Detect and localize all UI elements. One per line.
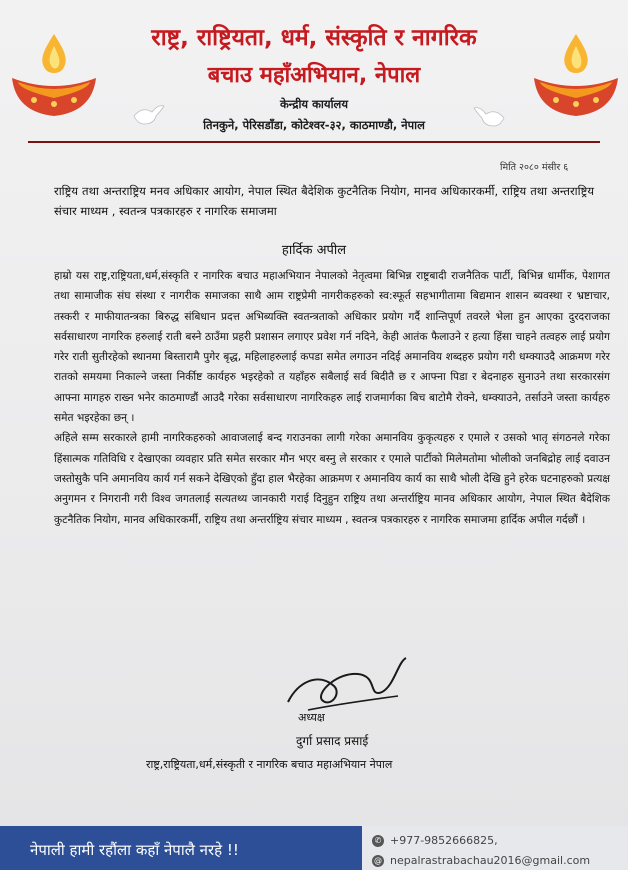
footer-email [372,854,590,867]
office-label: केन्द्रीय कार्यालय [279,97,349,111]
email-icon: @ [374,856,382,865]
signatory-name: दुर्गा प्रसाद प्रसाई [296,734,369,748]
appeal-title: हार्दिक अपील [281,243,347,258]
diya-lamp-icon [530,30,622,122]
footer-phone [372,834,498,847]
office-address: तिनकुने, पेरिसडाँडा, कोटेश्वर-३२, काठमाण्डौ, नेपाल [203,118,425,132]
signatory-role: अध्यक्ष [298,711,325,724]
diya-lamp-icon [8,30,100,122]
signatory-organization: राष्ट्र,राष्ट्रियता,धर्म,संस्कृती र नागरिक बचाउ महाअभियान नेपाल [146,758,393,771]
letter-body [54,266,610,530]
organization-title-line1: राष्ट्र, राष्ट्रियता, धर्म, संस्कृति र नागरिक [151,25,477,51]
email-address: nepalrastrabachau2016@gmail.com [390,854,591,867]
body-paragraph: हाम्रो यस राष्ट्र,राष्ट्रियता,धर्म,संस्कृति र नागरिक बचाउ महाअभियान नेपालको नेतृत्वमा बिभिन्न राष्ट्रबादी राजनैतिक पार्टी, बिभिन्न धार्मीक, पेशागत तथा सामाजीक संघ संस्था र नागरीक समाजका साथै आम राष्ट्रप्रेमी नागरीकहरुको स्व:स्फूर्त सहभागीतामा बिद्यमान शासन ब्यवस्था र भ्रष्टाचार, तस्करी र माफीयातन्त्रका बिरुद्ध संबिधान प्रदत्त अभिब्यक्ति स्वतन्त्रताको अधिकार प्रयोग गर्दै शान्तिपूर्ण तवरले भेला हुन आएका दुरदराजका सर्वसाधारण नागरिक हरुलाई राती बस्ने ठाउँमा प्रहरी प्रशासन लगाएर प्रवेश गर्न नदिने, केही आतंक फैलाउने र हत्या हिंसा चाहने तत्वहरु लाई प्रयोग गरेर राती सुतीरहेको स्थानमा बिस्तारामै पुगेर बृद्ध, महिलाहरुलाई कपडा समेत लगाउन नदिई अमानविय शब्दहरु प्रयोग गरी धम्क्याउदै आक्रमण गरेर रातको समयमा निकाल्ने जस्ता निर्कीष्ट कार्यहरु भइरहेको त यहाँहरु सबैलाई सर्व बिदीतै छ र आफ्ना पिडा र बेदनाहरु सुनाउने तथा सरकारसंग आफ्ना मागहरु राख्न भनेर काठमाण्डौं आउदै गरेका सर्वसाधारण नागरिकहरु लाई राजमार्गका बिच बाटोमै रोक्ने, धम्क्याउने, तर्साउने जस्ता कार्यहरु समेत भइरहेका छन् । [54,270,610,425]
phone-number: +977-9852666825, [390,834,498,847]
letter-date: मिति २०८० मंसीर ६ [500,162,569,173]
letter-recipients: राष्ट्रिय तथा अन्तराष्ट्रिय मनव अधिकार आयोग, नेपाल स्थित बैदेशिक कुटनैतिक नियोग, मानव अधिकारकर्मी, राष्ट्रिय तथा अन्तराष्ट्रिय संचार माध्यम , स्वतन्त्र पत्रकारहरु र नागरिक समाजमा [54,184,594,218]
header-divider [28,141,600,143]
organization-title-line2: बचाउ महाँअभियान, नेपाल [207,63,421,88]
phone-icon: ✆ [372,835,384,847]
footer-slogan: नेपाली हामी रहौंला कहाँ नेपालै नरहे !! [30,841,239,859]
body-paragraph: अहिले सम्म सरकारले हामी नागरिकहरुको आवाजलाई बन्द गराउनका लागी गरेका अमानविय कुकृत्यहरु र एमाले र उसको भातृ संगठनले गरेका हिंसात्मक गतिविधि र देखाएका व्यवहार प्रति समेत सरकार मौन भएर बस्नु ले सरकार र एमाले पार्टीको मिलेमतोमा भोलीको जनबिद्रोह लाई दवाउन जस्तोसुकै पनि अमानविय कार्य गर्न सकने देखिएको हुँदा हाल भैरहेका आक्रमण र अमानविय कार्य का साथै भोली देखि हुने हरेक घटनाहरुको प्रत्यक्ष अनुगमन र निगरानी गरी विश्व जगतलाई सत्यतथ्य जानकारी गराई दिनुहुन राष्ट्रिय तथा अन्तर्राष्ट्रिय मानव अधिकार आयोग, नेपाल स्थित बैदेशिक कुटनैतिक नियोग, मानव अधिकारकर्मी, राष्ट्रिय तथा अन्तर्राष्ट्रिय संचार माध्यम , स्वतन्त्र पत्रकारहरु र नागरिक समाजमा हार्दिक अपील गर्दछौं । [54,432,610,526]
